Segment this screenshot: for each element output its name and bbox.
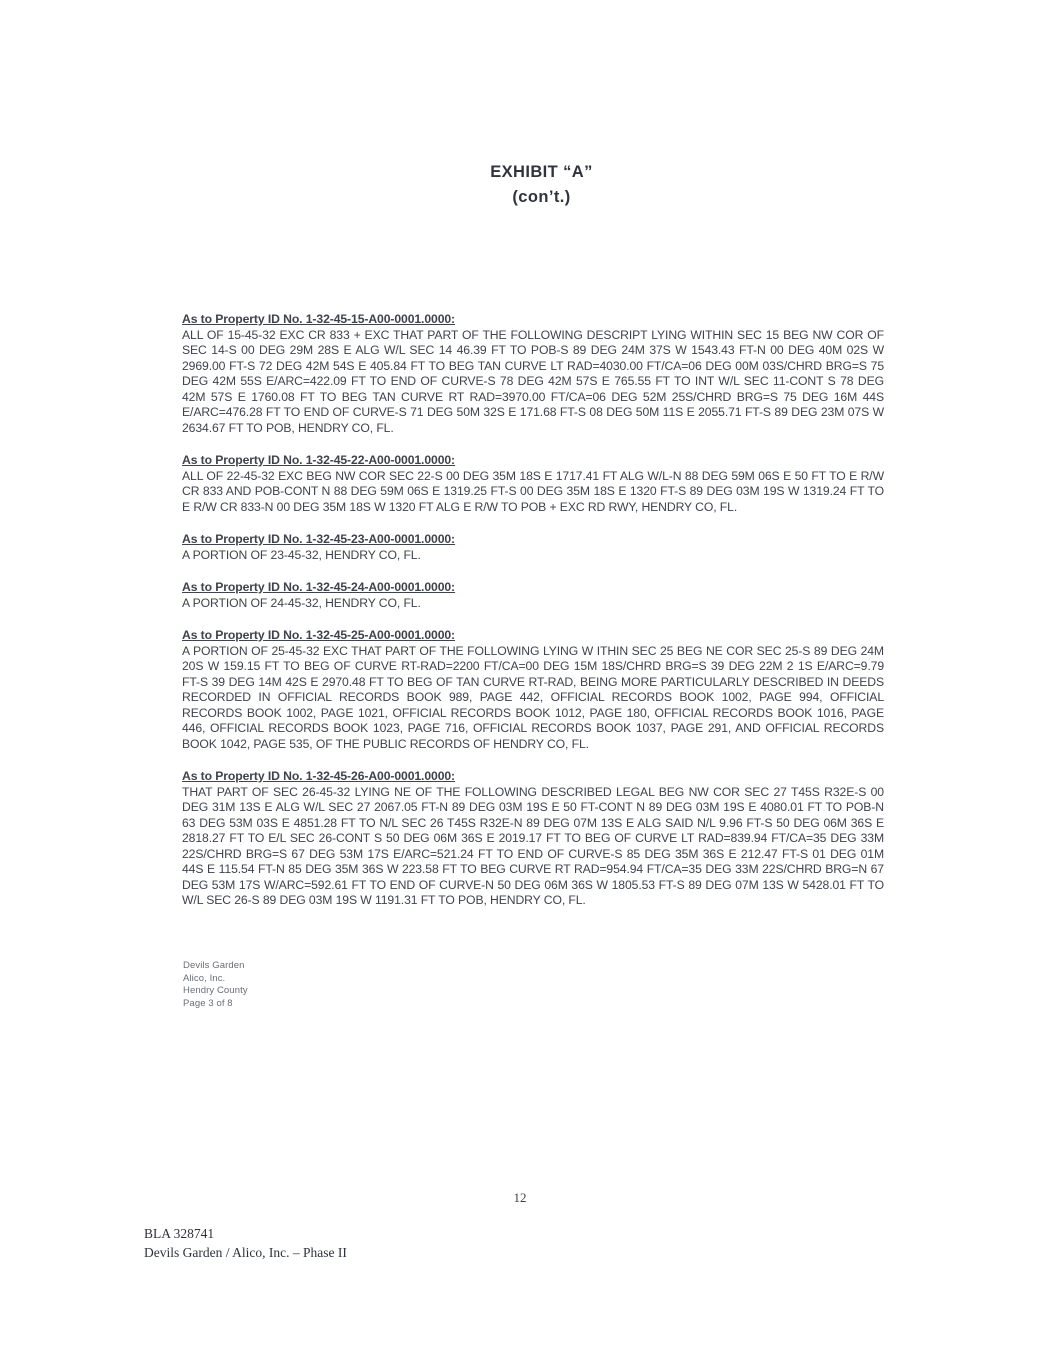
property-description: ALL OF 22-45-32 EXC BEG NW COR SEC 22-S 00 DEG 35M 18S E 1717.41 FT ALG W/L-N 88 DEG 59M 06S E 50 FT TO E R/W CR 833 AND POB-CONT N 88 DEG 59M 06S E 1319.25 FT-S 00 DEG 35M 18S E 1320 FT-S 89 DEG 03M 19S W 1319.24 FT TO E R/W CR 833-N 00 DEG 35M 18S W 1320 FT ALG E R/W TO POB + EXC RD RWY, HENDRY CO, FL. [182, 468, 884, 514]
stamp-page-line: Page 3 of 8 [183, 997, 233, 1009]
property-section-22 [182, 453, 884, 515]
property-description: THAT PART OF SEC 26-45-32 LYING NE OF THE FOLLOWING DESCRIBED LEGAL BEG NW COR SEC 27 T45S R32E-S 00 DEG 31M 13S E ALG W/L SEC 27 2067.05 FT-N 89 DEG 03M 19S E 50 FT-CONT N 89 DEG 03M 19S E 4080.01 FT TO POB-N 63 DEG 53M 03S E 4851.28 FT TO N/L SEC 26 T45S R32E-N 89 DEG 07M 13S E ALG SAID N/L 9.96 FT-S 50 DEG 06M 36S E 2818.27 FT TO E/L SEC 26-CONT S 50 DEG 06M 36S E 2019.17 FT TO BEG OF CURVE LT RAD=839.94 FT/CA=35 DEG 33M 22S/CHRD BRG=S 67 DEG 53M 17S E/ARC=521.24 FT TO END OF CURVE-S 85 DEG 35M 36S E 212.47 FT-S 01 DEG 01M 44S E 115.54 FT-N 85 DEG 35M 36S W 223.58 FT TO BEG CURVE RT RAD=954.94 FT/CA=35 DEG 33M 22S/CHRD BRG=N 67 DEG 53M 17S W/ARC=592.61 FT TO END OF CURVE-N 50 DEG 06M 36S W 1805.53 FT-S 89 DEG 07M 13S W 5428.01 FT TO W/L SEC 26-S 89 DEG 03M 19S W 1191.31 FT TO POB, HENDRY CO, FL. [182, 784, 884, 907]
property-section-25 [182, 628, 884, 752]
page-number: 12 [513, 1190, 527, 1205]
footer-case-number: BLA 328741 [144, 1226, 215, 1241]
property-section-26 [182, 769, 884, 909]
exhibit-title [14, 160, 1055, 210]
property-section-23 [182, 532, 884, 563]
footer-project-title: Devils Garden / Alico, Inc. – Phase II [144, 1245, 347, 1260]
stamp-county-line: Hendry County [183, 985, 248, 996]
property-id-heading: As to Property ID No. 1-32-45-22-A00-0001.0000: [182, 453, 456, 467]
property-id-heading: As to Property ID No. 1-32-45-24-A00-0001.0000: [182, 580, 456, 594]
exhibit-title-line1: EXHIBIT “A” [490, 163, 593, 181]
stamp-company-line: Alico, Inc. [183, 972, 226, 984]
property-id-heading: As to Property ID No. 1-32-45-25-A00-0001.0000: [182, 628, 456, 642]
property-description: A PORTION OF 23-45-32, HENDRY CO, FL. [182, 547, 421, 562]
document-footer [144, 1224, 347, 1262]
legal-descriptions [182, 312, 884, 926]
property-id-heading: As to Property ID No. 1-32-45-15-A00-0001.0000: [182, 312, 456, 326]
exhibit-title-line2: (con’t.) [512, 188, 571, 206]
property-section-15 [182, 312, 884, 436]
property-description: ALL OF 15-45-32 EXC CR 833 + EXC THAT PART OF THE FOLLOWING DESCRIPT LYING WITHIN SEC 15 BEG NW COR OF SEC 14-S 00 DEG 29M 28S E ALG W/L SEC 14 46.39 FT TO POB-S 89 DEG 24M 37S W 1543.43 FT-N 00 DEG 40M 02S W 2969.00 FT-S 72 DEG 42M 54S E 405.84 FT TO BEG TAN CURVE LT RAD=4030.00 FT/CA=06 DEG 00M 03S/CHRD BRG=S 75 DEG 42M 55S E/ARC=422.09 FT TO END OF CURVE-S 78 DEG 42M 57S E 765.55 FT TO INT W/L SEC 11-CONT S 78 DEG 42M 57S E 1760.08 FT TO BEG TAN CURVE RT RAD=3970.00 FT/CA=06 DEG 52M 25S/CHRD BRG=S 75 DEG 16M 44S E/ARC=476.28 FT TO END OF CURVE-S 71 DEG 50M 32S E 171.68 FT-S 08 DEG 50M 11S E 2055.71 FT-S 89 DEG 23M 07S W 2634.67 FT TO POB, HENDRY CO, FL. [182, 327, 884, 435]
document-stamp [183, 960, 248, 1010]
property-id-heading: As to Property ID No. 1-32-45-23-A00-0001.0000: [182, 532, 456, 546]
property-id-heading: As to Property ID No. 1-32-45-26-A00-0001.0000: [182, 769, 456, 783]
property-description: A PORTION OF 24-45-32, HENDRY CO, FL. [182, 595, 421, 610]
property-description: A PORTION OF 25-45-32 EXC THAT PART OF THE FOLLOWING LYING W ITHIN SEC 25 BEG NE COR SEC 25-S 89 DEG 24M 20S W 159.15 FT TO BEG OF CURVE RT-RAD=2200 FT/CA=00 DEG 15M 18S/CHRD BRG=S 39 DEG 22M 2 1S E/ARC=9.79 FT-S 39 DEG 14M 42S E 2970.48 FT TO BEG OF TAN CURVE RT-RAD, BEING MORE PARTICULARLY DESCRIBED IN DEEDS RECORDED IN OFFICIAL RECORDS BOOK 989, PAGE 442, OFFICIAL RECORDS BOOK 1002, PAGE 994, OFFICIAL RECORDS BOOK 1002, PAGE 1021, OFFICIAL RECORDS BOOK 1012, PAGE 180, OFFICIAL RECORDS BOOK 1016, PAGE 446, OFFICIAL RECORDS BOOK 1023, PAGE 716, OFFICIAL RECORDS BOOK 1037, PAGE 291, AND OFFICIAL RECORDS BOOK 1042, PAGE 535, OF THE PUBLIC RECORDS OF HENDRY CO, FL. [182, 643, 884, 751]
stamp-project-line: Devils Garden [183, 960, 245, 971]
property-section-24 [182, 580, 884, 611]
